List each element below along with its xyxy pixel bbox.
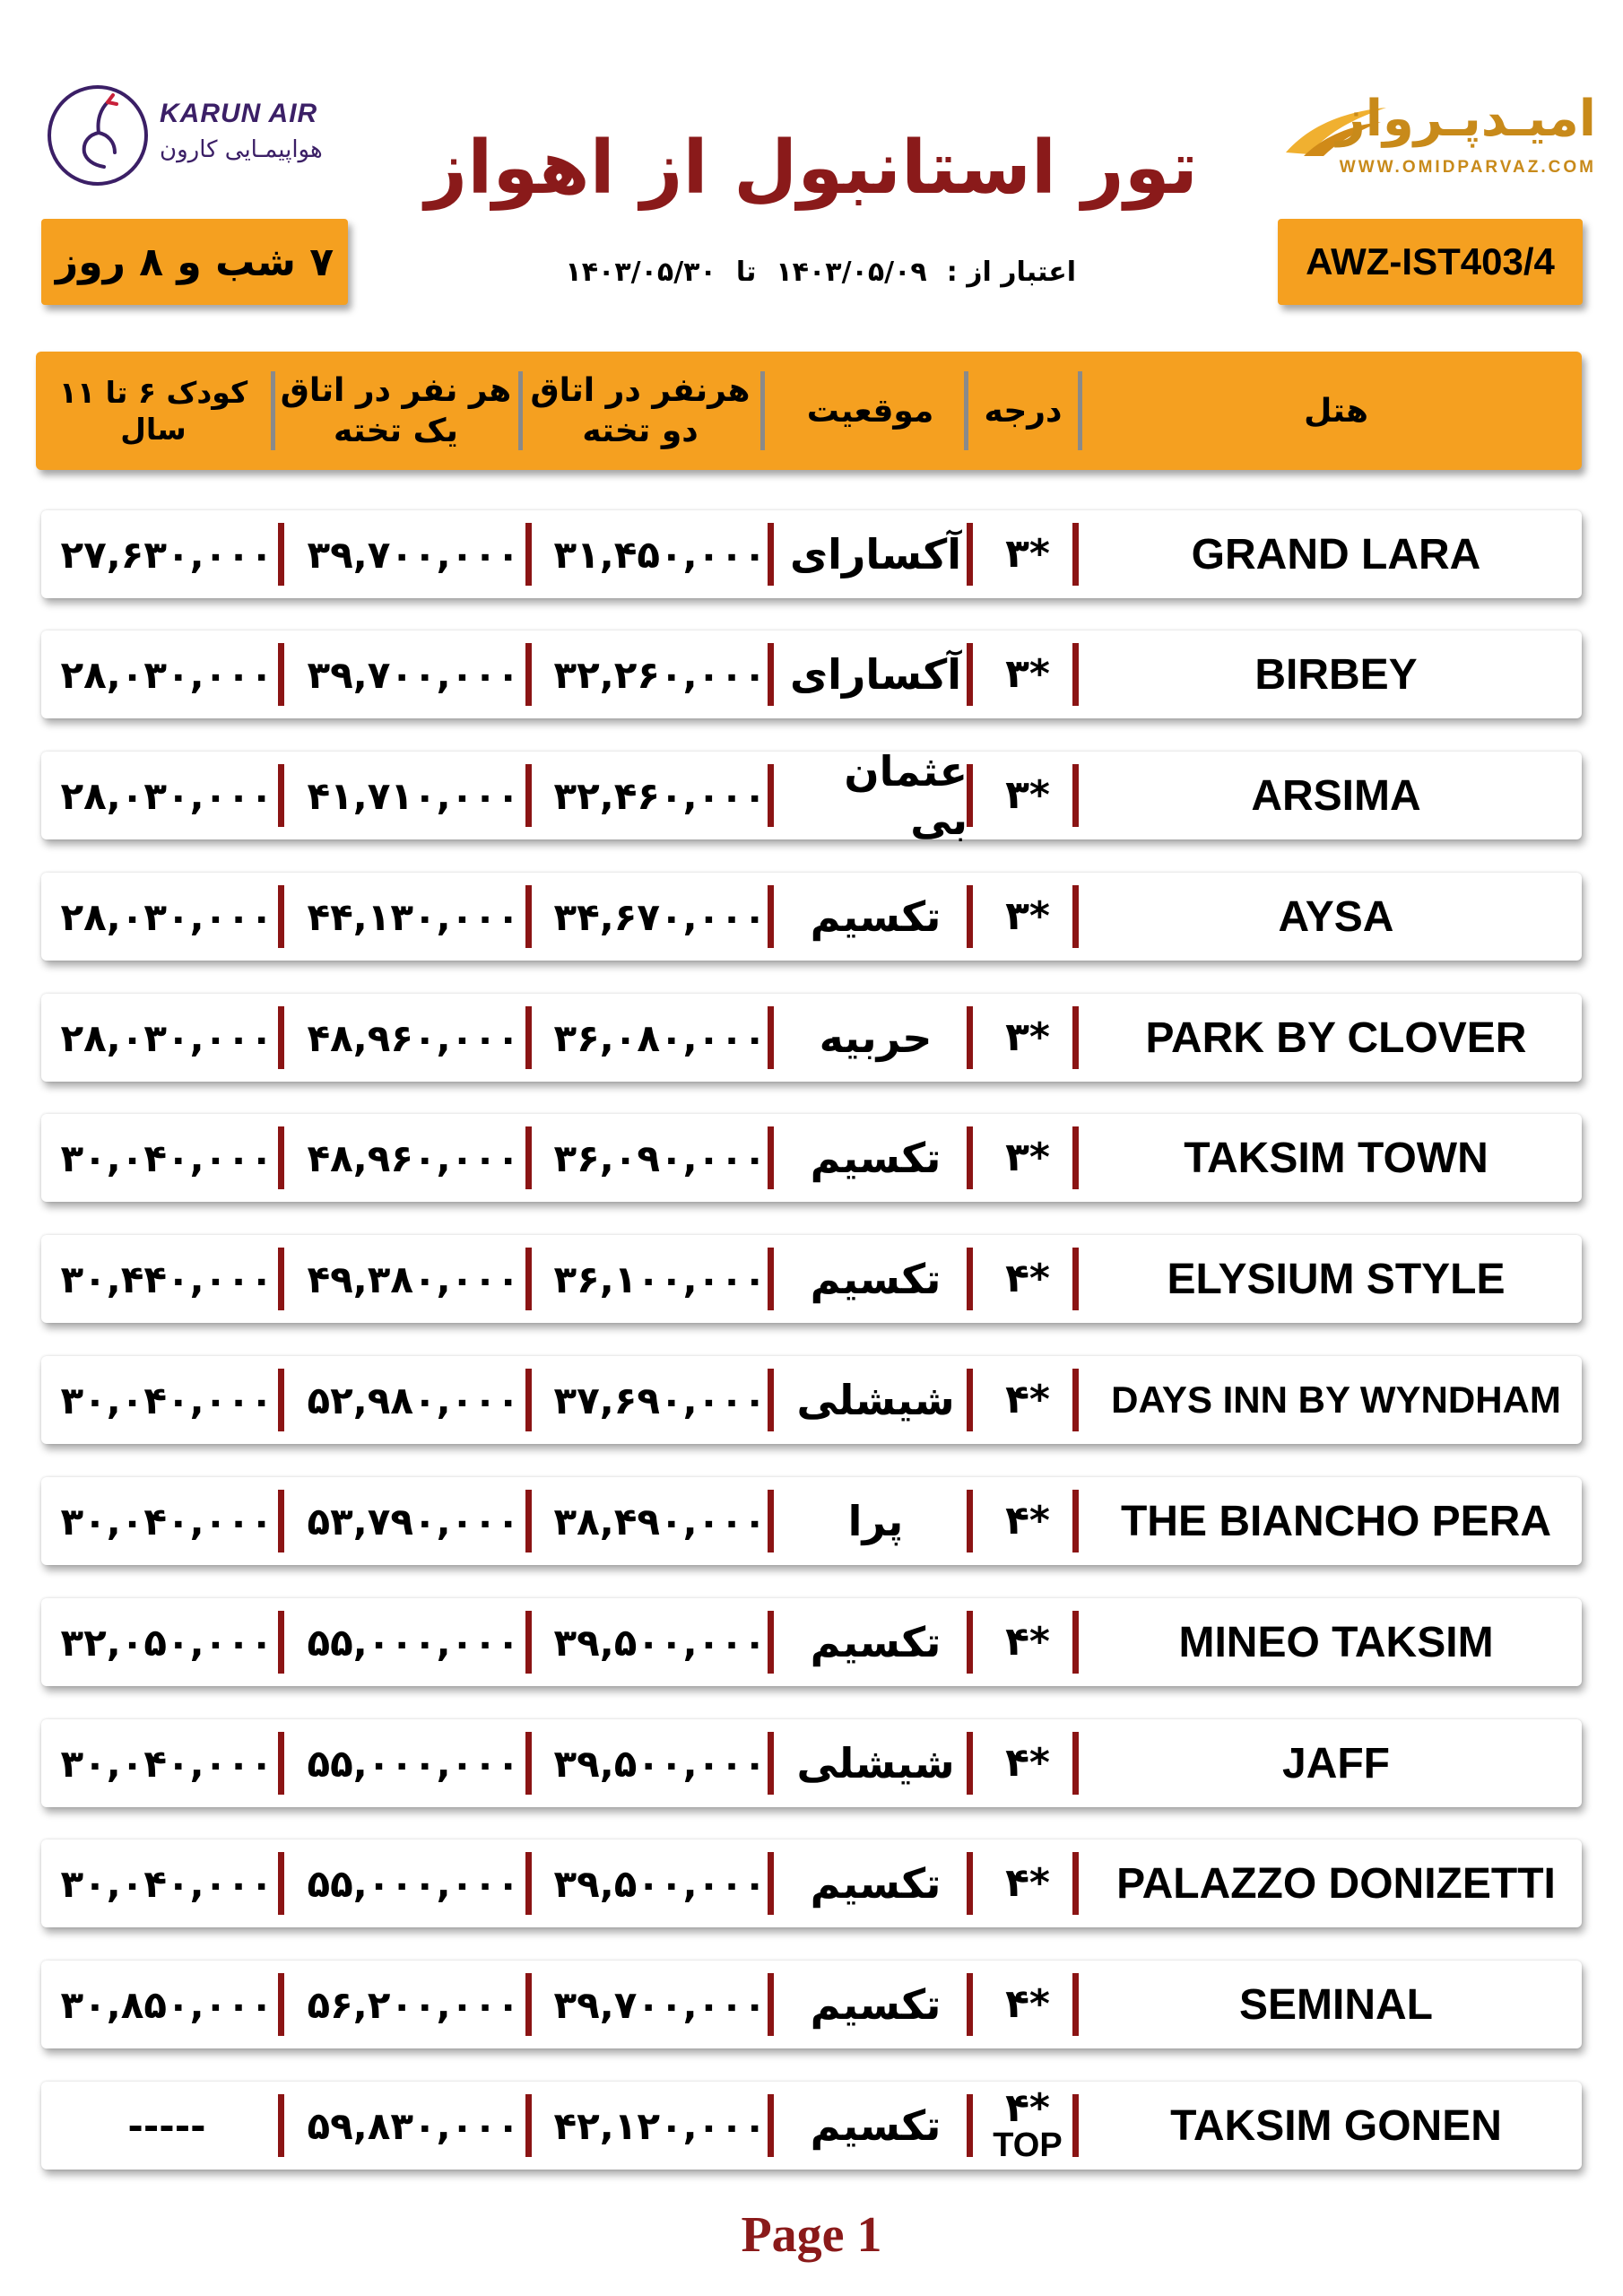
hotel-name: GRAND LARA [1191, 530, 1481, 578]
price-double: ۳۲,۴۶۰,۰۰۰ [553, 773, 767, 818]
duration-badge: ۷ شب و ۸ روز [41, 219, 348, 305]
price-single: ۴۹,۳۸۰,۰۰۰ [307, 1257, 520, 1301]
hotel-location: تکسیم [810, 1134, 942, 1182]
validity-label: اعتبار از : [946, 256, 1076, 288]
price-child: ----- [127, 2103, 206, 2148]
hotel-grade [974, 631, 1081, 718]
hotel-name: TAKSIM GONEN [1170, 2101, 1502, 2150]
hotel-location: عثمان بی [844, 747, 968, 844]
validity-dates [520, 249, 1076, 294]
hotel-location: تکسیم [810, 1618, 942, 1666]
hotel-location: شیشلی [796, 1739, 955, 1787]
grade-stars: ۴* [1005, 1860, 1050, 1906]
hotel-grade [974, 510, 1081, 598]
grade-stars: ۳* [1005, 531, 1050, 577]
price-single: ۴۸,۹۶۰,۰۰۰ [307, 1015, 520, 1060]
price-single: ۵۲,۹۸۰,۰۰۰ [307, 1378, 520, 1422]
price-single: ۵۹,۸۳۰,۰۰۰ [307, 2103, 520, 2148]
header-single [273, 352, 518, 470]
grade-extra: TOP [993, 2126, 1063, 2164]
validity-from: ۱۴۰۳/۰۵/۰۹ [776, 256, 927, 288]
table-row [41, 1719, 1582, 1807]
hotel-location: تکسیم [810, 1980, 942, 2029]
price-single: ۳۹,۷۰۰,۰۰۰ [307, 652, 520, 697]
hotel-name: PALAZZO DONIZETTI [1116, 1859, 1556, 1908]
table-row [41, 1356, 1582, 1444]
row-divider [967, 1732, 973, 1795]
row-divider [967, 2094, 973, 2157]
price-single: ۴۱,۷۱۰,۰۰۰ [307, 773, 520, 818]
price-double: ۳۷,۶۹۰,۰۰۰ [553, 1378, 767, 1422]
price-child: ۳۰,۰۴۰,۰۰۰ [60, 1499, 273, 1544]
grade-stars: ۴* [1005, 1498, 1050, 1544]
price-child: ۳۰,۰۴۰,۰۰۰ [60, 1741, 273, 1786]
row-divider [967, 1369, 973, 1431]
hotel-grade [974, 752, 1081, 839]
price-double: ۳۱,۴۵۰,۰۰۰ [553, 532, 767, 577]
hotel-grade [974, 994, 1081, 1082]
price-single: ۵۳,۷۹۰,۰۰۰ [307, 1499, 520, 1544]
header-grade: درجه [984, 392, 1063, 430]
table-row [41, 631, 1582, 718]
hotel-grade [974, 1235, 1081, 1323]
hotel-grade [974, 1356, 1081, 1444]
table-row [41, 1839, 1582, 1927]
table-row [41, 747, 1582, 844]
table-row [41, 1477, 1582, 1565]
airline-name-en: KARUN AIR [160, 99, 318, 128]
hotel-name: MINEO TAKSIM [1178, 1618, 1494, 1666]
hotel-name: AYSA [1278, 892, 1394, 941]
hotel-name: JAFF [1282, 1739, 1390, 1787]
hotel-name: BIRBEY [1254, 650, 1418, 699]
header-divider [271, 371, 275, 450]
row-divider [967, 1852, 973, 1915]
page-title: تور استانبول از اهواز [425, 126, 1198, 211]
hotel-grade [974, 1719, 1081, 1807]
grade-stars: ۴* [1005, 1740, 1050, 1786]
table-row [41, 1114, 1582, 1202]
hotel-grade [974, 1477, 1081, 1565]
hotel-name: THE BIANCHO PERA [1120, 1497, 1552, 1545]
hotel-name: PARK BY CLOVER [1145, 1013, 1527, 1062]
price-double: ۳۹,۷۰۰,۰۰۰ [553, 1982, 767, 2027]
hotel-grade [974, 1839, 1081, 1927]
price-child: ۲۸,۰۳۰,۰۰۰ [60, 894, 273, 939]
price-double: ۳۲,۲۶۰,۰۰۰ [553, 652, 767, 697]
header-single-line2: یک تخته [334, 413, 458, 449]
hotel-grade [974, 2082, 1081, 2170]
hotel-location: پرا [847, 1497, 904, 1545]
row-divider [967, 1248, 973, 1310]
row-divider [967, 523, 973, 586]
hotel-name: TAKSIM TOWN [1184, 1134, 1488, 1182]
row-divider [967, 643, 973, 706]
price-single: ۳۹,۷۰۰,۰۰۰ [307, 532, 520, 577]
omid-parvaz-logo [1264, 90, 1596, 188]
price-double: ۳۶,۰۹۰,۰۰۰ [553, 1135, 767, 1180]
grade-stars: ۴* [1005, 2085, 1050, 2131]
price-child: ۲۸,۰۳۰,۰۰۰ [60, 773, 273, 818]
price-single: ۴۸,۹۶۰,۰۰۰ [307, 1135, 520, 1180]
header-divider [964, 371, 968, 450]
table-row [41, 1598, 1582, 1686]
hotel-location: تکسیم [810, 892, 942, 941]
price-single: ۵۶,۲۰۰,۰۰۰ [307, 1982, 520, 2027]
table-row [41, 1235, 1582, 1323]
hotel-location: حربیه [819, 1013, 933, 1062]
grade-stars: ۳* [1005, 1135, 1050, 1180]
price-single: ۴۴,۱۳۰,۰۰۰ [307, 894, 520, 939]
price-double: ۳۸,۴۹۰,۰۰۰ [553, 1499, 767, 1544]
hotel-location: تکسیم [810, 1255, 942, 1303]
hotel-name: SEMINAL [1239, 1980, 1433, 2029]
grade-stars: ۳* [1005, 1014, 1050, 1060]
hotel-location: تکسیم [810, 1859, 942, 1908]
hotel-grade [974, 873, 1081, 961]
header-divider [1078, 371, 1082, 450]
row-divider [967, 1006, 973, 1069]
header-divider [760, 371, 765, 450]
hotel-name: DAYS INN BY WYNDHAM [1111, 1378, 1561, 1421]
agency-url: WWW.OMIDPARVAZ.COM [1339, 158, 1596, 177]
price-child: ۲۸,۰۳۰,۰۰۰ [60, 652, 273, 697]
table-row [41, 510, 1582, 598]
karun-air-logo [45, 83, 377, 190]
price-double: ۳۴,۶۷۰,۰۰۰ [553, 894, 767, 939]
table-row [41, 873, 1582, 961]
grade-stars: ۴* [1005, 1256, 1050, 1301]
row-divider [967, 885, 973, 948]
header-double [520, 352, 760, 470]
price-child: ۳۰,۸۵۰,۰۰۰ [60, 1982, 273, 2027]
header-double-line1: هرنفر در اتاق [530, 372, 751, 409]
price-double: ۴۲,۱۲۰,۰۰۰ [553, 2103, 767, 2148]
hotel-grade [974, 1961, 1081, 2048]
price-child: ۳۰,۴۴۰,۰۰۰ [60, 1257, 273, 1301]
hotel-location: آکسارای [790, 650, 962, 699]
row-divider [967, 764, 973, 827]
header-double-line2: دو تخته [582, 413, 699, 449]
grade-stars: ۴* [1005, 1377, 1050, 1422]
grade-stars: ۴* [1005, 1619, 1050, 1665]
price-child: ۲۷,۶۳۰,۰۰۰ [60, 532, 273, 577]
grade-stars: ۳* [1005, 651, 1050, 697]
price-single: ۵۵,۰۰۰,۰۰۰ [307, 1861, 520, 1906]
grade-stars: ۳* [1005, 893, 1050, 939]
row-divider [967, 1973, 973, 2036]
hotel-location: تکسیم [810, 2101, 942, 2150]
header-hotel: هتل [1304, 392, 1368, 430]
tour-code-badge: AWZ-IST403/4 [1278, 219, 1583, 305]
price-single: ۵۵,۰۰۰,۰۰۰ [307, 1741, 520, 1786]
airline-name-fa: هواپیمـایی کارون [160, 136, 323, 163]
grade-stars: ۴* [1005, 1981, 1050, 2027]
price-child: ۳۲,۰۵۰,۰۰۰ [60, 1620, 273, 1665]
price-child: ۲۸,۰۳۰,۰۰۰ [60, 1015, 273, 1060]
table-row [41, 994, 1582, 1082]
page-number: Page 1 [741, 2207, 882, 2263]
header-location: موقعیت [806, 392, 934, 430]
hotel-location: آکسارای [790, 530, 962, 578]
row-divider [967, 1611, 973, 1674]
price-double: ۳۹,۵۰۰,۰۰۰ [553, 1741, 767, 1786]
row-divider [967, 1126, 973, 1189]
agency-name-fa: امیـدپـرواز [1336, 90, 1596, 148]
row-divider [967, 1490, 973, 1552]
price-double: ۳۹,۵۰۰,۰۰۰ [553, 1620, 767, 1665]
price-child: ۳۰,۰۴۰,۰۰۰ [60, 1135, 273, 1180]
header-single-line1: هر نفر در اتاق [280, 372, 512, 409]
grade-stars: ۳* [1005, 772, 1050, 818]
validity-to-label: تا [735, 256, 757, 288]
kangaroo-emblem-icon [45, 83, 151, 188]
header-child: کودک ۶ تا ۱۱ سال [58, 374, 248, 447]
hotel-name: ELYSIUM STYLE [1167, 1255, 1506, 1303]
table-row [41, 2082, 1582, 2170]
hotel-name: ARSIMA [1251, 771, 1421, 820]
price-single: ۵۵,۰۰۰,۰۰۰ [307, 1620, 520, 1665]
hotel-grade [974, 1598, 1081, 1686]
price-double: ۳۹,۵۰۰,۰۰۰ [553, 1861, 767, 1906]
price-double: ۳۶,۱۰۰,۰۰۰ [553, 1257, 767, 1301]
validity-to: ۱۴۰۳/۰۵/۳۰ [565, 256, 716, 288]
table-row [41, 1961, 1582, 2048]
price-double: ۳۶,۰۸۰,۰۰۰ [553, 1015, 767, 1060]
table-header [36, 352, 1582, 470]
price-child: ۳۰,۰۴۰,۰۰۰ [60, 1378, 273, 1422]
hotel-grade [974, 1114, 1081, 1202]
price-child: ۳۰,۰۴۰,۰۰۰ [60, 1861, 273, 1906]
header-divider [518, 371, 523, 450]
hotel-location: شیشلی [796, 1376, 955, 1424]
